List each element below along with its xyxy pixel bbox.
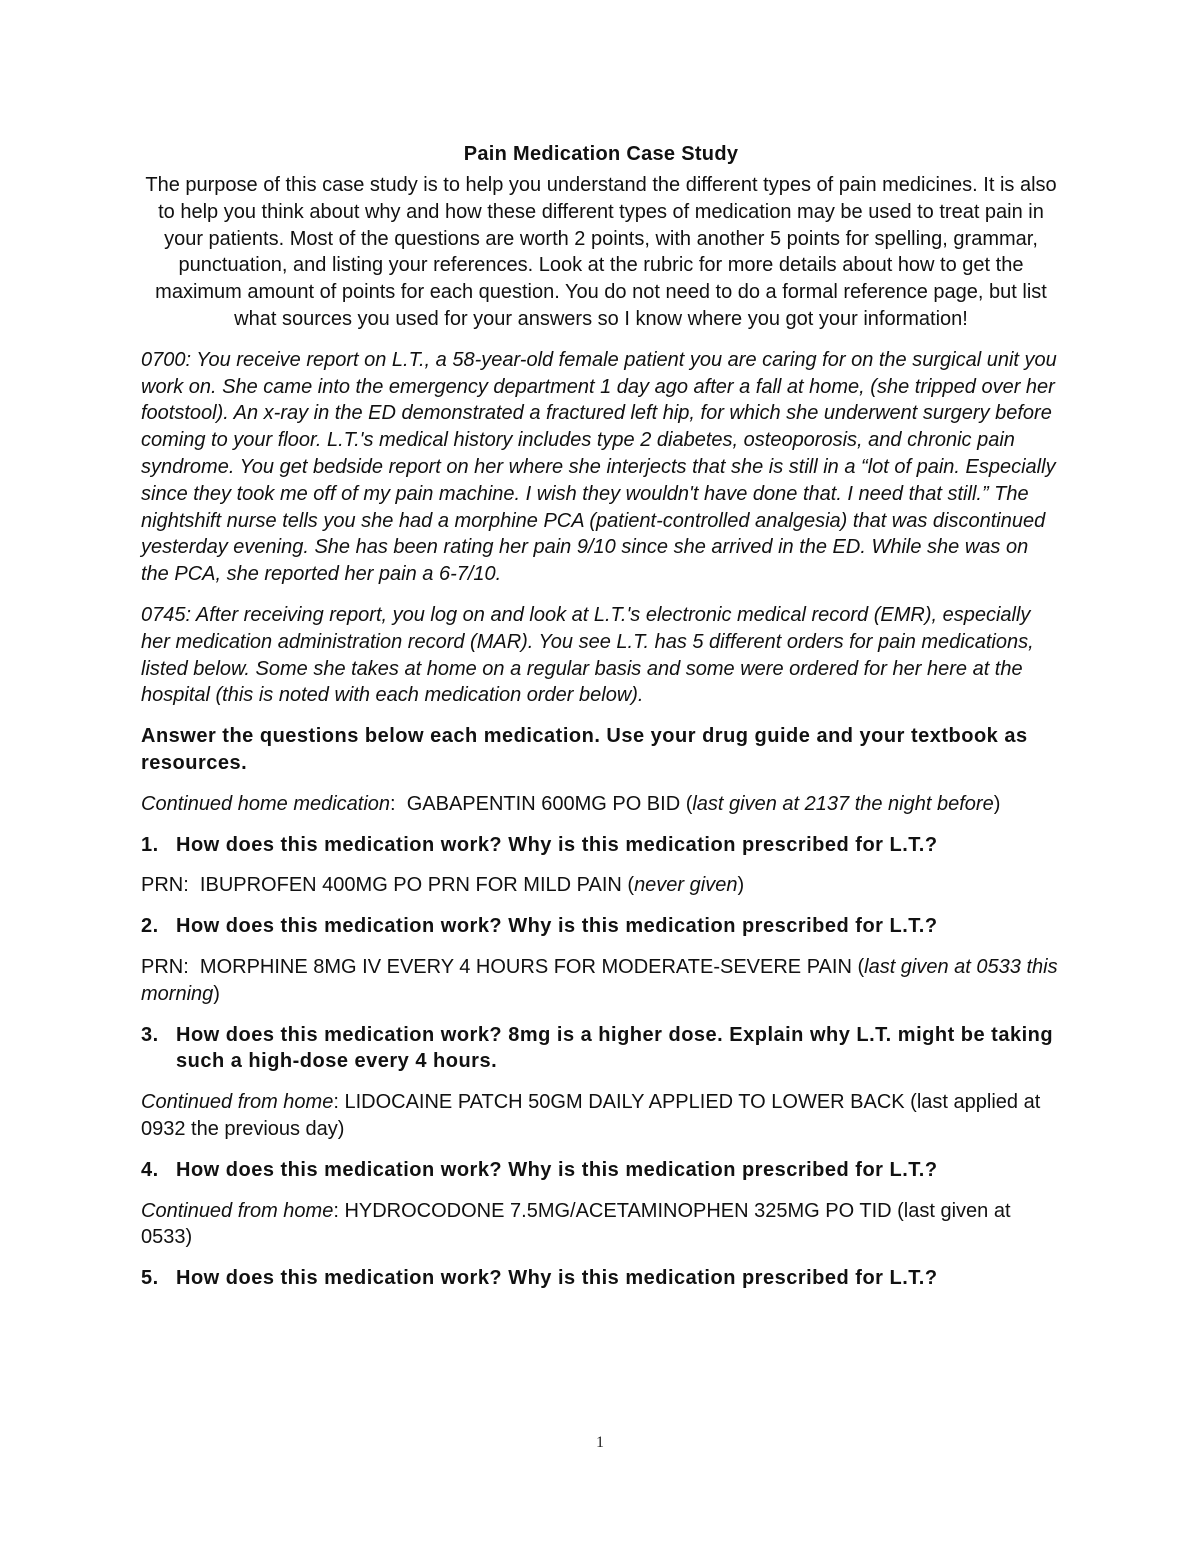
question-number: 1. bbox=[141, 833, 159, 856]
medication-order-2 bbox=[141, 872, 1061, 899]
scenario-0745-paragraph: 0745: After receiving report, you log on and look at L.T.'s electronic medical record (EMR), especially her medication administration record (MAR). You see L.T. has 5 different orders for pain medications, listed below. Some she takes at home on a regular basis and some were ordered for her here at the hospital (this is noted with each medication order below). bbox=[141, 603, 1034, 707]
order-note: never given bbox=[634, 874, 738, 897]
question-text: How does this medication work? Why is this medication prescribed for L.T.? bbox=[176, 915, 938, 938]
order-prefix: PRN: bbox=[141, 955, 189, 978]
document-title: Pain Medication Case Study bbox=[463, 143, 739, 165]
instructions-paragraph: Answer the questions below each medication. Use your drug guide and your textbook as resources. bbox=[141, 725, 1028, 774]
order-colon: : bbox=[333, 1199, 339, 1222]
order-colon: : bbox=[390, 792, 396, 815]
order-close: ) bbox=[213, 982, 220, 1005]
order-note: last given at 0533 this morning bbox=[141, 955, 1058, 1005]
order-prefix: Continued home medication bbox=[141, 792, 391, 815]
page-number: 1 bbox=[596, 1434, 604, 1451]
question-1 bbox=[141, 832, 1061, 859]
order-prefix: PRN: bbox=[141, 874, 189, 897]
order-prefix: Continued from home bbox=[141, 1091, 334, 1114]
order-text: HYDROCODONE 7.5MG/ACETAMINOPHEN 325MG PO TID (last given at 0533) bbox=[141, 1199, 1011, 1249]
medication-order-1 bbox=[141, 791, 1061, 818]
question-number: 2. bbox=[141, 915, 159, 938]
question-text: How does this medication work? Why is this medication prescribed for L.T.? bbox=[176, 1158, 938, 1181]
order-colon: : bbox=[333, 1091, 339, 1114]
question-2 bbox=[141, 913, 1061, 940]
medication-order-3 bbox=[141, 954, 1061, 1008]
question-number: 3. bbox=[141, 1023, 159, 1046]
order-close: ) bbox=[737, 874, 745, 897]
order-close: ) bbox=[993, 792, 1001, 815]
order-text: LIDOCAINE PATCH 50GM DAILY APPLIED TO LOWER BACK (last applied at 0932 the previous day) bbox=[141, 1091, 1041, 1140]
medication-order-4 bbox=[141, 1089, 1061, 1143]
question-text: How does this medication work? Why is this medication prescribed for L.T.? bbox=[176, 833, 938, 856]
order-text: IBUPROFEN 400MG PO PRN FOR MILD PAIN ( bbox=[199, 874, 635, 897]
question-3 bbox=[141, 1022, 1061, 1076]
order-note: last given at 2137 the night before bbox=[692, 792, 994, 815]
question-number: 4. bbox=[141, 1158, 159, 1181]
order-prefix: Continued from home bbox=[141, 1199, 334, 1222]
medication-order-5 bbox=[141, 1198, 1061, 1252]
order-text: MORPHINE 8MG IV EVERY 4 HOURS FOR MODERATE-SEVERE PAIN ( bbox=[199, 955, 865, 978]
document-page bbox=[141, 140, 1061, 1306]
question-number: 5. bbox=[141, 1267, 159, 1290]
question-5 bbox=[141, 1265, 1061, 1292]
scenario-0700-paragraph: 0700: You receive report on L.T., a 58-year-old female patient you are caring for on the surgical unit you work on. She came into the emergency department 1 day ago after a fall at home, (she tripped over her footstool). An x-ray in the ED demonstrated a fractured left hip, for which she underwent surgery before coming to your floor. L.T.'s medical history includes type 2 diabetes, osteoporosis, and chronic pain syndrome. You get bedside report on her where she interjects that she is still in a “lot of pain. Especially since they took me off of my pain machine. I wish they wouldn't have done that. I need that still.” The nightshift nurse tells you she had a morphine PCA (patient-controlled analgesia) that was discontinued yesterday evening. She has been rating her pain 9/10 since she arrived in the ED. While she was on the PCA, she reported her pain a 6-7/10. bbox=[141, 348, 1057, 586]
question-4 bbox=[141, 1157, 1061, 1184]
order-text: GABAPENTIN 600MG PO BID ( bbox=[406, 792, 693, 815]
intro-paragraph: The purpose of this case study is to help you understand the different types of pain medicines. It is also to help you think about why and how these different types of medication may be used to treat pain in your patients. Most of the questions are worth 2 points, with another 5 points for spelling, grammar, punctuation, and listing your references. Look at the rubric for more details about how to get the maximum amount of points for each question. You do not need to do a formal reference page, but list what sources you used for your answers so I know where you got your information! bbox=[145, 174, 1057, 330]
question-text: How does this medication work? Why is this medication prescribed for L.T.? bbox=[176, 1267, 938, 1290]
question-text: How does this medication work? 8mg is a higher dose. Explain why L.T. might be taking such a high-dose every 4 hours. bbox=[176, 1023, 1054, 1073]
